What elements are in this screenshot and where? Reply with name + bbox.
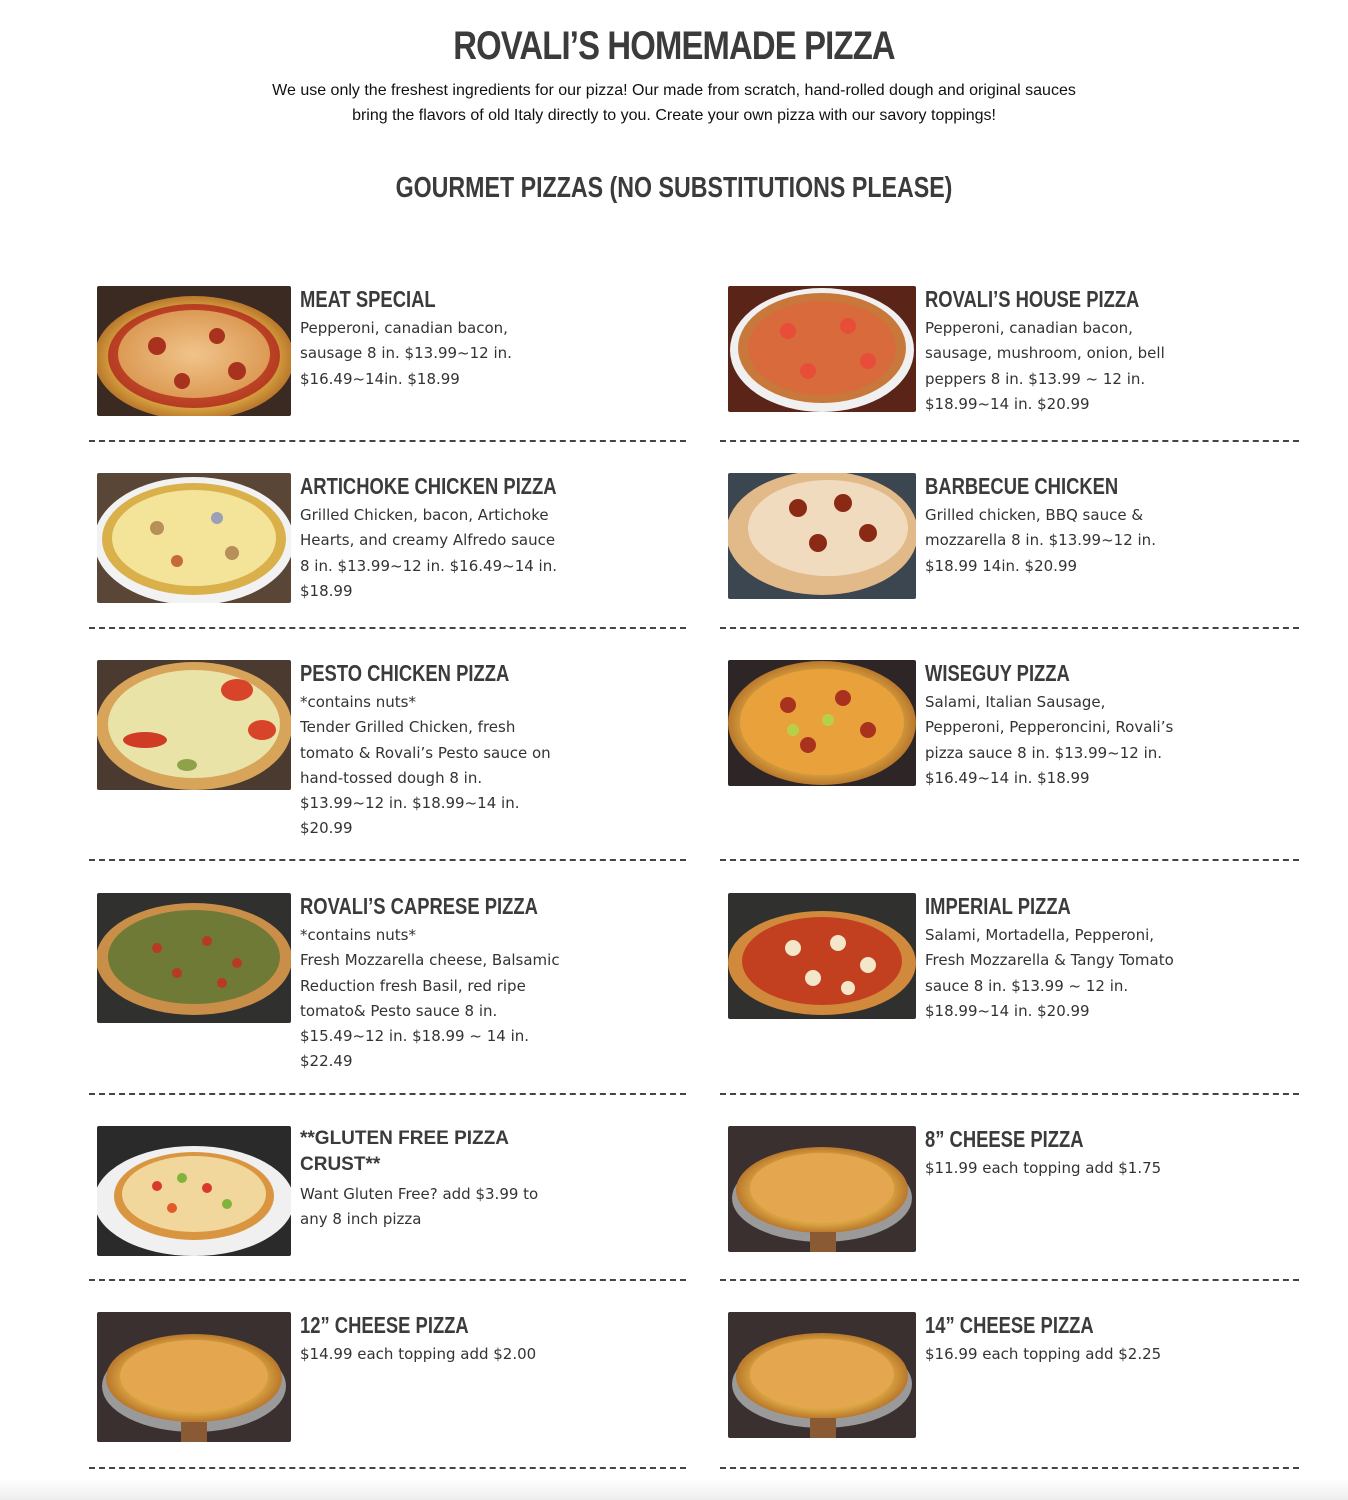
item-description: Pepperoni, canadian bacon, sausage 8 in. $13.99~12 in. $16.49~14in. $18.99 <box>300 319 512 388</box>
barbecue-chicken-photo <box>728 473 916 599</box>
caprese-pizza-photo <box>97 893 291 1023</box>
dashed-divider <box>720 627 1299 629</box>
item-description: Pepperoni, canadian bacon, sausage, mushroom, onion, bell peppers 8 in. $13.99 ~ 12 in. $18.99~14 in. $20.99 <box>925 319 1165 413</box>
item-name: **GLUTEN FREE PIZZA CRUST** <box>300 1128 509 1175</box>
gluten-free-pizza-photo <box>97 1126 291 1256</box>
item-name: ROVALI’S CAPRESE PIZZA <box>300 893 538 919</box>
dashed-divider <box>720 1467 1299 1469</box>
menu-item-12-cheese[interactable] <box>97 1312 687 1492</box>
item-name: PESTO CHICKEN PIZZA <box>300 660 510 686</box>
menu-item-imperial[interactable] <box>728 893 1300 1073</box>
item-name: 12” CHEESE PIZZA <box>300 1312 469 1338</box>
menu-item-artichoke-chicken[interactable] <box>97 473 687 653</box>
item-description: $14.99 each topping add $2.00 <box>300 1345 537 1363</box>
8-cheese-pizza-photo <box>728 1126 916 1252</box>
dashed-divider <box>720 859 1299 861</box>
item-description: $16.99 each topping add $2.25 <box>925 1345 1162 1363</box>
12-cheese-pizza-photo <box>97 1312 291 1442</box>
item-description: Grilled chicken, BBQ sauce & mozzarella 8 in. $13.99~12 in. $18.99 14in. $20.99 <box>925 506 1156 575</box>
dashed-divider <box>720 1279 1299 1281</box>
menu-item-caprese[interactable] <box>97 893 687 1073</box>
imperial-pizza-photo <box>728 893 916 1019</box>
item-name: 8” CHEESE PIZZA <box>925 1126 1084 1152</box>
dashed-divider <box>89 859 686 861</box>
dashed-divider <box>89 627 686 629</box>
menu-item-pesto-chicken[interactable] <box>97 660 687 840</box>
section-title: GOURMET PIZZAS (NO SUBSTITUTIONS PLEASE) <box>395 172 953 204</box>
menu-item-14-cheese[interactable] <box>728 1312 1300 1492</box>
item-description: Want Gluten Free? add $3.99 to any 8 inch pizza <box>300 1185 539 1229</box>
dashed-divider <box>89 440 686 442</box>
item-name: IMPERIAL PIZZA <box>925 893 1071 919</box>
item-name: MEAT SPECIAL <box>300 286 436 312</box>
dashed-divider <box>89 1279 686 1281</box>
menu-item-meat-special[interactable] <box>97 286 687 466</box>
14-cheese-pizza-photo <box>728 1312 916 1438</box>
intro-text: We use only the freshest ingredients for our pizza! Our made from scratch, hand-rolled dough and original sauces bring the flavors of old Italy directly to you. Create your own pizza with our savory toppings! <box>272 82 1076 124</box>
item-name: 14” CHEESE PIZZA <box>925 1312 1094 1338</box>
menu-item-house-pizza[interactable] <box>728 286 1300 466</box>
item-name: WISEGUY PIZZA <box>925 660 1070 686</box>
item-description: Grilled Chicken, bacon, Artichoke Hearts, and creamy Alfredo sauce 8 in. $13.99~12 in. $16.49~14 in. $18.99 <box>300 506 557 600</box>
pesto-chicken-photo <box>97 660 291 790</box>
item-description: $11.99 each topping add $1.75 <box>925 1159 1162 1177</box>
dashed-divider <box>89 1093 686 1095</box>
dashed-divider <box>89 1467 686 1469</box>
menu-item-wiseguy[interactable] <box>728 660 1300 840</box>
page-title: ROVALI’S HOMEMADE PIZZA <box>453 24 895 68</box>
item-name: BARBECUE CHICKEN <box>925 473 1119 499</box>
meat-special-photo <box>97 286 291 416</box>
item-name: ROVALI’S HOUSE PIZZA <box>925 286 1140 312</box>
item-description: Salami, Italian Sausage, Pepperoni, Pepperoncini, Rovali’s pizza sauce 8 in. $13.99~12 in. $16.49~14 in. $18.99 <box>925 693 1174 787</box>
item-name: ARTICHOKE CHICKEN PIZZA <box>300 473 557 499</box>
artichoke-chicken-photo <box>97 473 291 603</box>
wiseguy-pizza-photo <box>728 660 916 786</box>
bottom-fade <box>0 1478 1348 1500</box>
item-description: Salami, Mortadella, Pepperoni, Fresh Mozzarella & Tangy Tomato sauce 8 in. $13.99 ~ 12 in. $18.99~14 in. $20.99 <box>925 926 1174 1020</box>
item-description: *contains nuts* Fresh Mozzarella cheese, Balsamic Reduction fresh Basil, red ripe tomato& Pesto sauce 8 in. $15.49~12 in. $18.99 ~ 14 in. $22.49 <box>300 926 560 1071</box>
dashed-divider <box>720 1093 1299 1095</box>
house-pizza-photo <box>728 286 916 412</box>
menu-item-barbecue-chicken[interactable] <box>728 473 1300 653</box>
dashed-divider <box>720 440 1299 442</box>
item-description: *contains nuts* Tender Grilled Chicken, fresh tomato & Rovali’s Pesto sauce on hand-tossed dough 8 in. $13.99~12 in. $18.99~14 in. $20.99 <box>300 693 551 838</box>
